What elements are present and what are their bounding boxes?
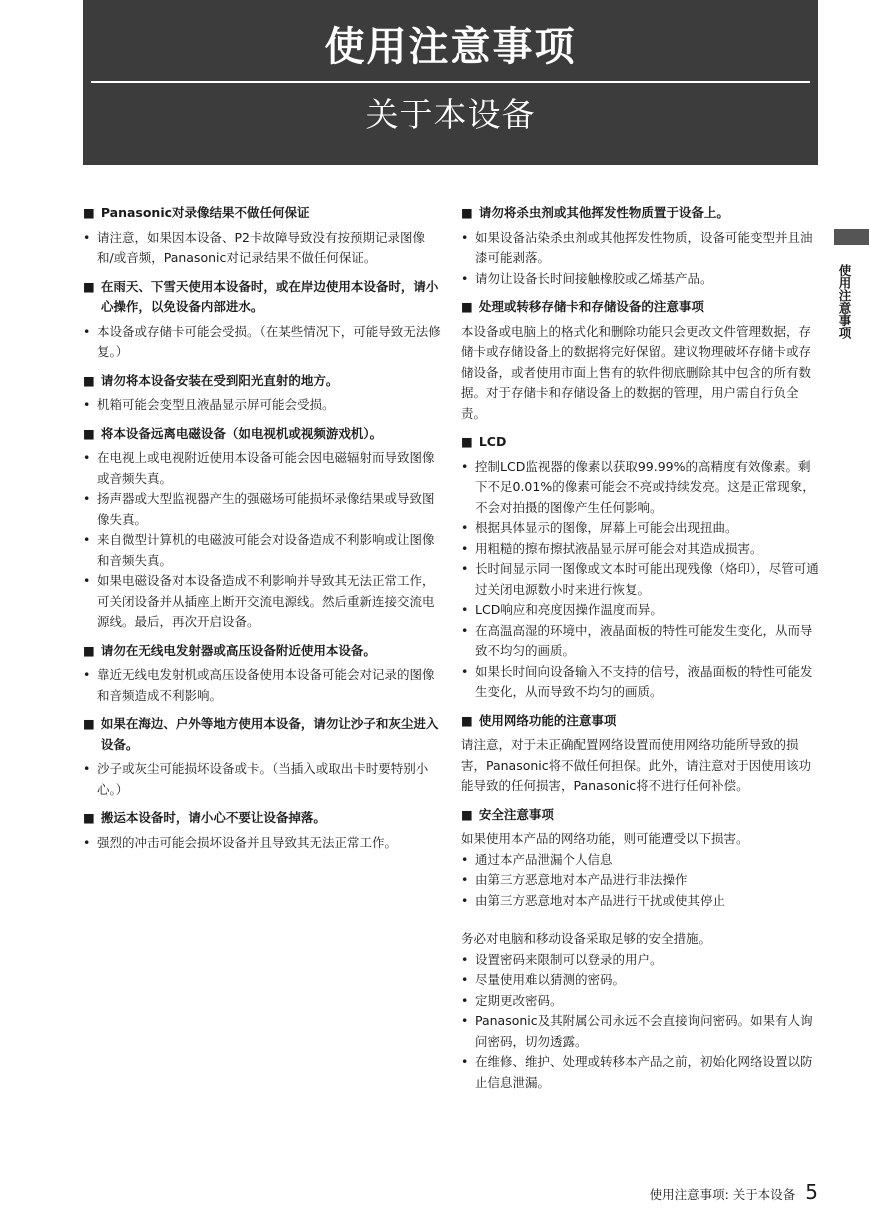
- list-item: • 强烈的冲击可能会损坏设备并且导致其无法正常工作。: [83, 833, 441, 854]
- list-item: • 由第三方恶意地对本产品进行非法操作: [461, 870, 819, 891]
- section-no-guarantee: [83, 203, 441, 269]
- section-heading: ■ 请勿将杀虫剂或其他挥发性物质置于设备上。: [461, 203, 819, 224]
- page-header: [83, 0, 818, 165]
- list-item: • 请勿让设备长时间接触橡胶或乙烯基产品。: [461, 269, 819, 290]
- list-item: • 通过本产品泄漏个人信息: [461, 850, 819, 871]
- list-item: • 如果电磁设备对本设备造成不利影响并导致其无法正常工作，可关闭设备并从插座上断开交流电源线。然后重新连接交流电源线。最后，再次开启设备。: [83, 571, 441, 633]
- list-item: • 设置密码来限制可以登录的用户。: [461, 950, 819, 971]
- section-heading: ■ 在雨天、下雪天使用本设备时，或在岸边使用本设备时，请小心操作，以免设备内部进水。: [83, 277, 441, 318]
- section-rain-snow: [83, 277, 441, 363]
- paragraph: 如果使用本产品的网络功能，则可能遭受以下损害。: [461, 831, 749, 846]
- page-number: 5: [805, 1180, 818, 1204]
- list-item: • 由第三方恶意地对本产品进行干扰或使其停止: [461, 891, 819, 912]
- list-item: • 如果长时间向设备输入不支持的信号，液晶面板的特性可能发生变化，从而导致不均匀的画质。: [461, 662, 819, 703]
- list-item: • 来自微型计算机的电磁波可能会对设备造成不利影响或让图像和音频失真。: [83, 530, 441, 571]
- section-heading: ■ 搬运本设备时，请小心不要让设备掉落。: [83, 808, 441, 829]
- list-item: • 机箱可能会变型且液晶显示屏可能会受损。: [83, 395, 441, 416]
- list-item: • 在维修、维护、处理或转移本产品之前，初始化网络设置以防止信息泄漏。: [461, 1052, 819, 1093]
- square-bullet-icon: ■: [83, 642, 95, 658]
- list-item: • 定期更改密码。: [461, 991, 819, 1012]
- section-sunlight: [83, 371, 441, 416]
- list-item: • 如果设备沾染杀虫剂或其他挥发性物质，设备可能变型并且油漆可能剥落。: [461, 228, 819, 269]
- square-bullet-icon: ■: [83, 278, 95, 294]
- square-bullet-icon: ■: [461, 806, 473, 822]
- section-heading: ■ 安全注意事项: [461, 805, 819, 826]
- section-storage: [461, 297, 819, 424]
- section-heading: ■ 请勿在无线电发射器或高压设备附近使用本设备。: [83, 641, 441, 662]
- page-title: 使用注意事项: [324, 24, 577, 70]
- section-heading: ■ 将本设备远离电磁设备（如电视机或视频游戏机）。: [83, 424, 441, 445]
- section-heading: ■ LCD: [461, 432, 819, 453]
- right-column: [461, 203, 819, 1101]
- list-item: • 在电视上或电视附近使用本设备可能会因电磁辐射而导致图像或音频失真。: [83, 448, 441, 489]
- paragraph: 务必对电脑和移动设备采取足够的安全措施。: [461, 931, 712, 946]
- list-item: • LCD响应和亮度因操作温度而异。: [461, 600, 819, 621]
- paragraph: 请注意，对于未正确配置网络设置而使用网络功能所导致的损害，Panasonic将不做任何担保。此外，请注意对于因使用该功能导致的任何损害，Panasonic将不进行任何补偿。: [461, 737, 812, 793]
- section-heading: ■ 处理或转移存储卡和存储设备的注意事项: [461, 297, 819, 318]
- square-bullet-icon: ■: [461, 205, 473, 220]
- square-bullet-icon: ■: [83, 425, 95, 441]
- section-heading: ■ Panasonic对录像结果不做任何保证: [83, 203, 441, 224]
- section-sand-dust: [83, 714, 441, 800]
- square-bullet-icon: ■: [83, 372, 95, 388]
- footer-section-title: 使用注意事项: 关于本设备: [649, 1187, 796, 1202]
- section-heading: ■ 使用网络功能的注意事项: [461, 711, 819, 732]
- page-footer: [650, 1180, 818, 1204]
- section-security: [461, 805, 819, 1094]
- list-item: • 尽量使用难以猜测的密码。: [461, 970, 819, 991]
- list-item: • 沙子或灰尘可能损坏设备或卡。（当插入或取出卡时要特别小心。）: [83, 759, 441, 800]
- list-item: • 本设备或存储卡可能会受损。（在某些情况下，可能导致无法修复。）: [83, 322, 441, 363]
- list-item: • 控制LCD监视器的像素以获取99.99%的高精度有效像素。剩下不足0.01%的像素可能会不亮或持续发亮。这是正常现象，不会对拍摄的图像产生任何影响。: [461, 457, 819, 519]
- list-item: • 在高温高湿的环境中，液晶面板的特性可能发生变化，从而导致不均匀的画质。: [461, 621, 819, 662]
- side-tab-marker: [834, 229, 869, 245]
- list-item: • 请注意，如果因本设备、P2卡故障导致没有按预期记录图像和/或音频，Panasonic对记录结果不做任何保证。: [83, 228, 441, 269]
- section-drop: [83, 808, 441, 853]
- spacer: [461, 911, 819, 929]
- section-insecticide: [461, 203, 819, 289]
- list-item: • 扬声器或大型监视器产生的强磁场可能损坏录像结果或导致图像失真。: [83, 489, 441, 530]
- list-item: • 靠近无线电发射机或高压设备使用本设备可能会对记录的图像和音频造成不利影响。: [83, 665, 441, 706]
- section-heading: ■ 如果在海边、户外等地方使用本设备，请勿让沙子和灰尘进入设备。: [83, 714, 441, 755]
- square-bullet-icon: ■: [461, 299, 473, 314]
- section-lcd: [461, 432, 819, 703]
- page-subtitle: 关于本设备: [365, 95, 536, 134]
- square-bullet-icon: ■: [461, 434, 473, 449]
- list-item: • 长时间显示同一图像或文本时可能出现残像（烙印），尽管可通过关闭电源数小时来进行恢复。: [461, 559, 819, 600]
- square-bullet-icon: ■: [461, 712, 473, 728]
- section-radio-transmitter: [83, 641, 441, 707]
- left-column: [83, 203, 441, 861]
- list-item: • 根据具体显示的图像，屏幕上可能会出现扭曲。: [461, 518, 819, 539]
- list-item: • 用粗糙的擦布擦拭液晶显示屏可能会对其造成损害。: [461, 539, 819, 560]
- section-network: [461, 711, 819, 797]
- square-bullet-icon: ■: [83, 810, 95, 825]
- square-bullet-icon: ■: [83, 205, 95, 220]
- section-heading: ■ 请勿将本设备安装在受到阳光直射的地方。: [83, 371, 441, 392]
- side-chapter-label: 使用注意事项: [837, 264, 852, 339]
- section-electromagnetic: [83, 424, 441, 633]
- list-item: • Panasonic及其附属公司永远不会直接询问密码。如果有人询问密码，切勿透露。: [461, 1011, 819, 1052]
- header-divider: [91, 81, 810, 83]
- square-bullet-icon: ■: [83, 716, 95, 731]
- paragraph: 本设备或电脑上的格式化和删除功能只会更改文件管理数据，存储卡或存储设备上的数据将完好保留。建议物理破坏存储卡或存储设备，或者使用市面上售有的软件彻底删除其中包含的所有数据。对于存储卡和存储设备上的数据的管理，用户需自行负全责。: [461, 323, 812, 421]
